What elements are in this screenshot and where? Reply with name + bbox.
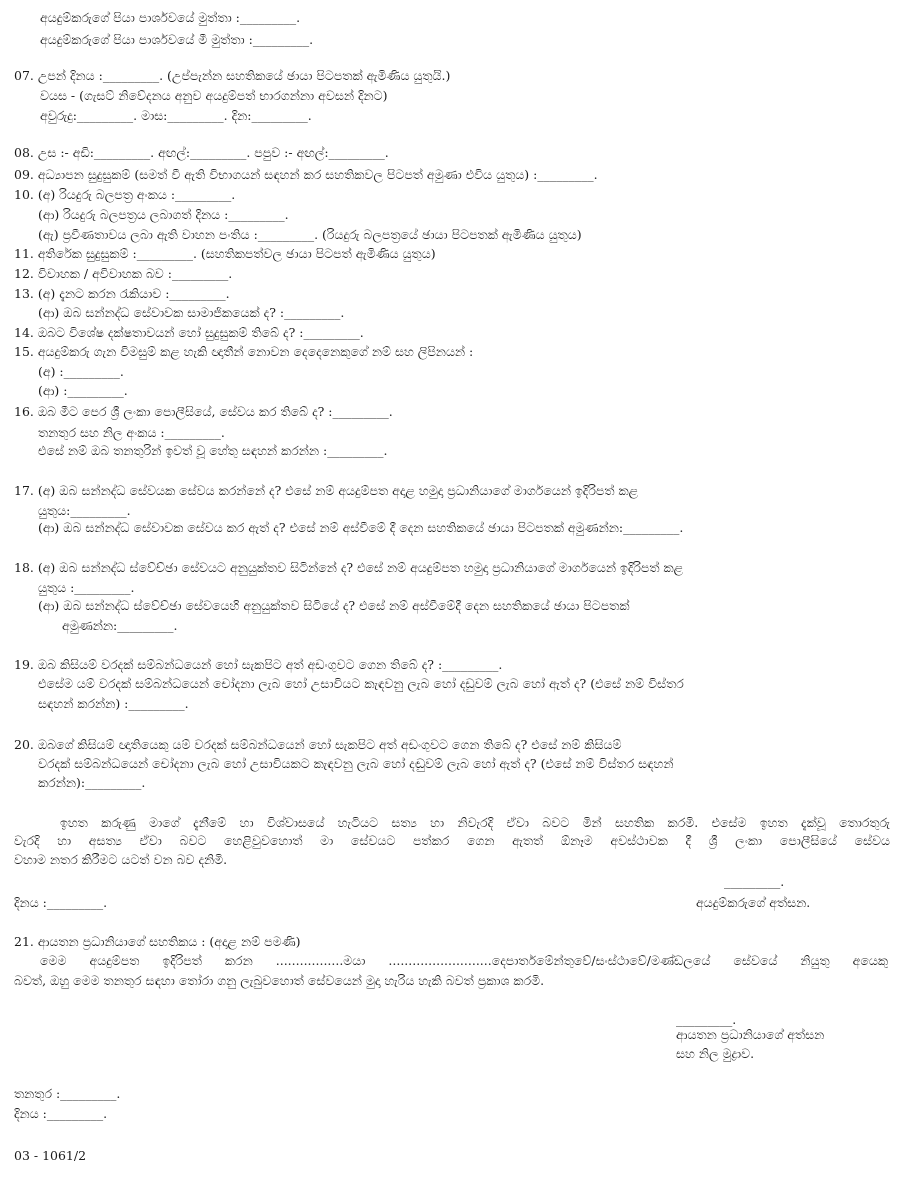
head-signature-label: ආයතන ප්‍රධානියාගේ අත්සන xyxy=(676,1027,825,1042)
item-07-age-fields: අවුරුදු:_________. මාස:_________. දින:_________. xyxy=(40,108,312,123)
date-field: දිනය :_________. xyxy=(14,1106,108,1121)
applicant-date: දිනය :_________. xyxy=(14,895,108,910)
item-20-line3: කරන්න):_________. xyxy=(38,775,146,790)
grandfather-line: අයදුම්කරුගේ පියා පාර්ශවයේ මුත්තා :_________. xyxy=(40,10,301,25)
item-07-age-note: වයස - (ගැසට් නිවේදනය අනුව අයදුම්පත් භාරගන්නා අවසන් දිනට) xyxy=(40,88,388,103)
item-19-arrest: 19. ඔබ කිසියම් වරදක් සම්බන්ධයෙන් හෝ සැකපිට අත් අඩංගුවට ගෙන තිබේ ද? :_________. xyxy=(14,657,503,672)
item-17a-line2: යුතුය:_________. xyxy=(38,503,131,518)
item-18b-line1: (ආ) ඔබ සන්නද්ධ ස්වේච්ඡා සේවයෙහි අනුයුක්තව සිටියේ ද? එසේ නම් අස්වීමේදී දෙන සහතිකයේ ඡායා පිටපතක් xyxy=(38,598,630,613)
applicant-signature-blank: _________. xyxy=(724,874,785,889)
designation-field: තනතුර :_________. xyxy=(14,1086,121,1101)
item-17a-line1: 17. (අ) ඔබ සන්නද්ධ සේවයක සේවය කරන්නේ ද? එසේ නම් අයදුම්පත අදාළ හමුදා ප්‍රධානියාගේ මාර්ගයෙන් ඉදිරිපත් කළ xyxy=(14,483,639,498)
item-15-referees: 15. අයදුම්කරු ගැන විමසුම් කළ හැකි ඥාතීන් නොවන දෙදෙනෙකුගේ නම් සහ ලිපිනයන් : xyxy=(14,344,474,359)
item-15-referee-a: (අ) :_________. xyxy=(38,364,124,379)
item-19-charges-line2: සඳහන් කරන්න) :_________. xyxy=(38,696,189,711)
item-11-extra-qualifications: 11. අතිරේක සුදුසුකම් :_________. (සහතිකපත්වල ඡායා පිටපත් ඇමිණිය යුතුය) xyxy=(14,246,436,261)
head-seal-label: සහ නිල මුද්‍රාව. xyxy=(676,1046,755,1061)
item-15-referee-b: (ආ) :_________. xyxy=(38,383,128,398)
item-16-previous-service: 16. ඔබ මීට පෙර ශ්‍රී ලංකා පොලීසියේ, සේවය කර තිබේ ද? :_________. xyxy=(14,404,393,419)
item-21-line2: බවත්, ඔහු මෙම තනතුර සඳහා තෝරා ගනු ලැබුවහොත් සේවයෙන් මුදා හැරිය හැකි බවත් ප්‍රකාශ කරමි. xyxy=(14,973,545,988)
item-13-armed-member: (ආ) ඔබ සන්නද්ධ සේවාවක සාමාජිකයෙක් ද? :_________. xyxy=(38,305,345,320)
item-13-current-job: 13. (අ) දැනට කරන රැකියාව :_________. xyxy=(14,286,230,301)
item-16-rank-number: තනතුර සහ නිල අංකය :_________. xyxy=(38,425,225,440)
head-signature-blank: _________. xyxy=(676,1012,737,1027)
item-07-dob: 07. උපන් දිනය :_________. (උප්පැන්න සහතිකයේ ඡායා පිටපතක් ඇමිණිය යුතුයි.) xyxy=(14,68,451,83)
page-reference: 03 - 1061/2 xyxy=(14,1148,87,1163)
item-21-line1: මෙම අයදුම්පත ඉදිරිපත් කරන .................මයා ..........................දෙපාර්තමේන්තුවේ/සංස්ථාවේ/මණ්ඩලයේ සේවයේ නියුතු අයෙකු xyxy=(40,953,888,968)
item-08-height-chest: 08. උස :- අඩි:_________. අඟල්:_________. පපුව :- අඟල්:_________. xyxy=(14,145,389,160)
item-14-special-skills: 14. ඔබට විශේෂ දක්ෂතාවයන් හෝ සුදුසුකම් තිබේ ද? :_________. xyxy=(14,325,364,340)
item-12-marital-status: 12. විවාහක / අවිවාහක බව :_________. xyxy=(14,266,233,281)
item-18b-line2: අමුණන්න:_________. xyxy=(62,618,178,633)
item-20-line1: 20. ඔබගේ කිසියම් ඥාතියෙකු යම් වරදක් සම්බන්ධයෙන් හෝ සැකපිට අත් අඩංගුවට ගෙන තිබේ ද? එසේ නම් කිසියම් xyxy=(14,737,622,752)
great-grandfather-line: අයදුම්කරුගේ පියා පාර්ශවයේ මී මුත්තා :_________. xyxy=(40,32,314,47)
item-20-line2: වරදක් සම්බන්ධයෙන් චෝදනා ලැබ හෝ උසාවියකට කැඳවනු ලැබ හෝ දඬුවම් ලැබ හෝ ඇත් ද? (එසේ නම් විස්තර සඳහන් xyxy=(38,756,674,771)
declaration-line2: වැරදි හා අසත්‍ය ඒවා බවට හෙළිවුවහොත් මා සේවයට පත්කර ගෙන ඇතත් ඕනෑම අවස්ථාවක දී ශ්‍රී ලංකා පොලීසියේ සේවය xyxy=(14,833,890,848)
applicant-signature-label: අයදුම්කරුගේ අත්සන. xyxy=(696,895,811,910)
item-21-heading: 21. ආයතන ප්‍රධානියාගේ සහතිකය : (අදාළ නම් පමණි) xyxy=(14,934,301,949)
item-16-leave-reason: එසේ නම් ඔබ තනතුරින් ඉවත් වූ හේතු සඳහන් කරන්න :_________. xyxy=(38,443,388,458)
item-17b: (ආ) ඔබ සන්නද්ධ සේවාවක සේවය කර ඇත් ද? එසේ නම් අස්වීමේ දී දෙන සහතිකයේ ඡායා පිටපතක් අමුණන්න:_________. xyxy=(38,520,684,535)
declaration-line3: වහාම නතර කිරීමට යටත් වන බව දනිමි. xyxy=(14,852,228,867)
item-10-licence-no: 10. (අ) රියදුරු බලපත්‍ර අංකය :_________. xyxy=(14,187,236,202)
item-10-licence-date: (ආ) රියදුරු බලපත්‍රය ලබාගත් දිනය :_________. xyxy=(38,207,289,222)
declaration-line1: ඉහත කරුණු මාගේ දැනීමේ හා විශ්වාසයේ හැටියට සත්‍ය හා නිවැරදි ඒවා බවට මින් සහතික කරමි. එසේම ඉහත දැක්වූ තොරතුරු xyxy=(60,815,890,830)
item-09-education: 09. අධ්‍යාපන සුදුසුකම් (සමත් වී ඇති විභාගයන් සඳහන් කර සහතිකවල පිටපත් අමුණා එවිය යුතුය) :_________. xyxy=(14,167,598,182)
item-19-charges-line1: එසේම යම් වරදක් සම්බන්ධයෙන් චෝදනා ලැබ හෝ උසාවියට කැඳවනු ලැබ හෝ දඩුවම් ලැබ හෝ ඇත් ද? (එසේ නම් විස්තර xyxy=(38,676,684,691)
item-18a-line2: යුතුය :_________. xyxy=(38,580,135,595)
item-10-vehicle-class: (ඇ) ප්‍රවීණතාවය ලබා ඇති වාහන පංතිය :_________. (රියදුරු බලපත්‍රයේ ඡායා පිටපතක් ඇමිණිය යුතුය) xyxy=(38,227,582,242)
item-18a-line1: 18. (අ) ඔබ සන්නද්ධ ස්වේච්ඡා සේවයට අනුයුක්තව සිටින්නේ ද? එසේ නම් අයදුම්පත හමුදා ප්‍රධානියාගේ මාර්ගයෙන් ඉදිරිපත් කළ xyxy=(14,560,684,575)
